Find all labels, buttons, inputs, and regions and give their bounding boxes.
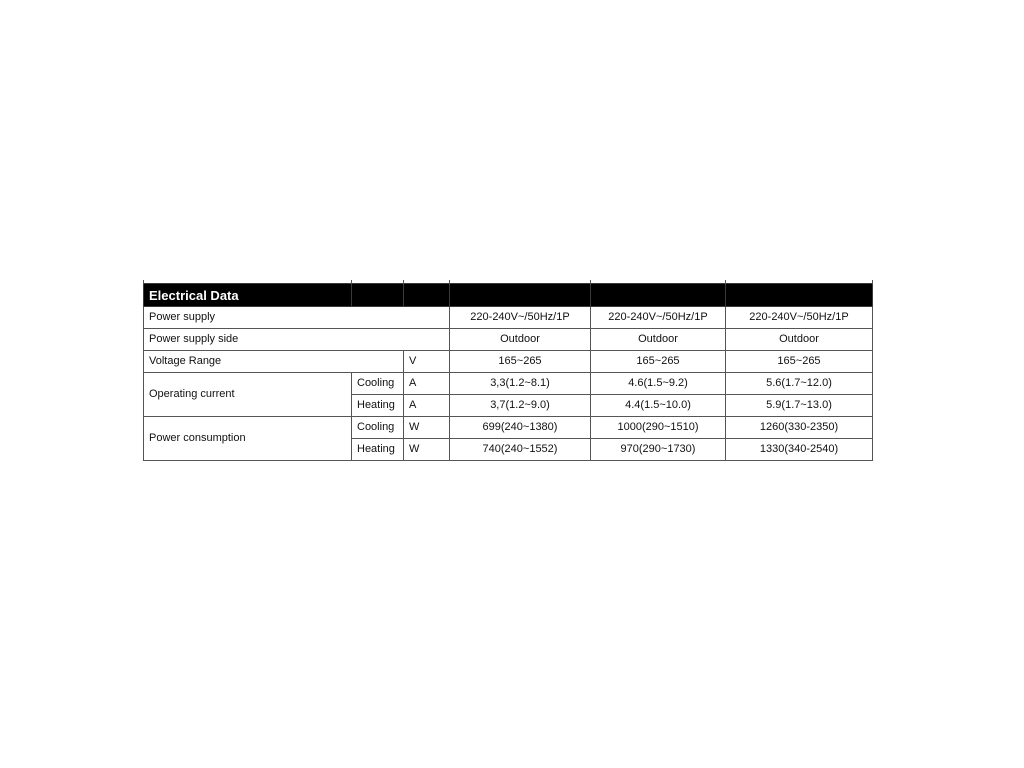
- unit-cell: W: [404, 439, 450, 461]
- value-cell: 165~265: [726, 351, 873, 373]
- header-cell: [591, 284, 726, 307]
- value-cell: 1000(290~1510): [591, 417, 726, 439]
- value-cell: Outdoor: [450, 329, 591, 351]
- row-power-consumption-cooling: [144, 417, 873, 439]
- row-operating-current-cooling: [144, 373, 873, 395]
- value-cell: Outdoor: [726, 329, 873, 351]
- value-cell: 4.6(1.5~9.2): [591, 373, 726, 395]
- header-cell: [404, 284, 450, 307]
- value-cell: 3,3(1.2~8.1): [450, 373, 591, 395]
- value-cell: 4.4(1.5~10.0): [591, 395, 726, 417]
- row-label: Operating current: [144, 373, 352, 417]
- value-cell: Outdoor: [591, 329, 726, 351]
- unit-cell: A: [404, 373, 450, 395]
- value-cell: 699(240~1380): [450, 417, 591, 439]
- table-title: Electrical Data: [144, 284, 352, 307]
- row-label: Power supply side: [144, 329, 450, 351]
- header-cell: [726, 284, 873, 307]
- mode-cell: Heating: [352, 439, 404, 461]
- value-cell: 220-240V~/50Hz/1P: [450, 307, 591, 329]
- electrical-data-sheet: [143, 280, 872, 461]
- value-cell: 220-240V~/50Hz/1P: [591, 307, 726, 329]
- value-cell: 1330(340-2540): [726, 439, 873, 461]
- value-cell: 740(240~1552): [450, 439, 591, 461]
- unit-cell: V: [404, 351, 450, 373]
- value-cell: 5.6(1.7~12.0): [726, 373, 873, 395]
- header-cell: [450, 284, 591, 307]
- row-label: Power consumption: [144, 417, 352, 461]
- row-power-supply-side: [144, 329, 873, 351]
- header-cell: [352, 284, 404, 307]
- row-voltage-range: [144, 351, 873, 373]
- unit-cell: W: [404, 417, 450, 439]
- row-label: Voltage Range: [144, 351, 404, 373]
- mode-cell: Cooling: [352, 373, 404, 395]
- unit-cell: A: [404, 395, 450, 417]
- value-cell: 165~265: [591, 351, 726, 373]
- value-cell: 165~265: [450, 351, 591, 373]
- value-cell: 1260(330-2350): [726, 417, 873, 439]
- value-cell: 970(290~1730): [591, 439, 726, 461]
- mode-cell: Heating: [352, 395, 404, 417]
- value-cell: 5.9(1.7~13.0): [726, 395, 873, 417]
- mode-cell: Cooling: [352, 417, 404, 439]
- row-label: Power supply: [144, 307, 450, 329]
- value-cell: 220-240V~/50Hz/1P: [726, 307, 873, 329]
- value-cell: 3,7(1.2~9.0): [450, 395, 591, 417]
- row-power-supply: [144, 307, 873, 329]
- table-header-row: [144, 284, 873, 307]
- electrical-data-table: [143, 280, 873, 461]
